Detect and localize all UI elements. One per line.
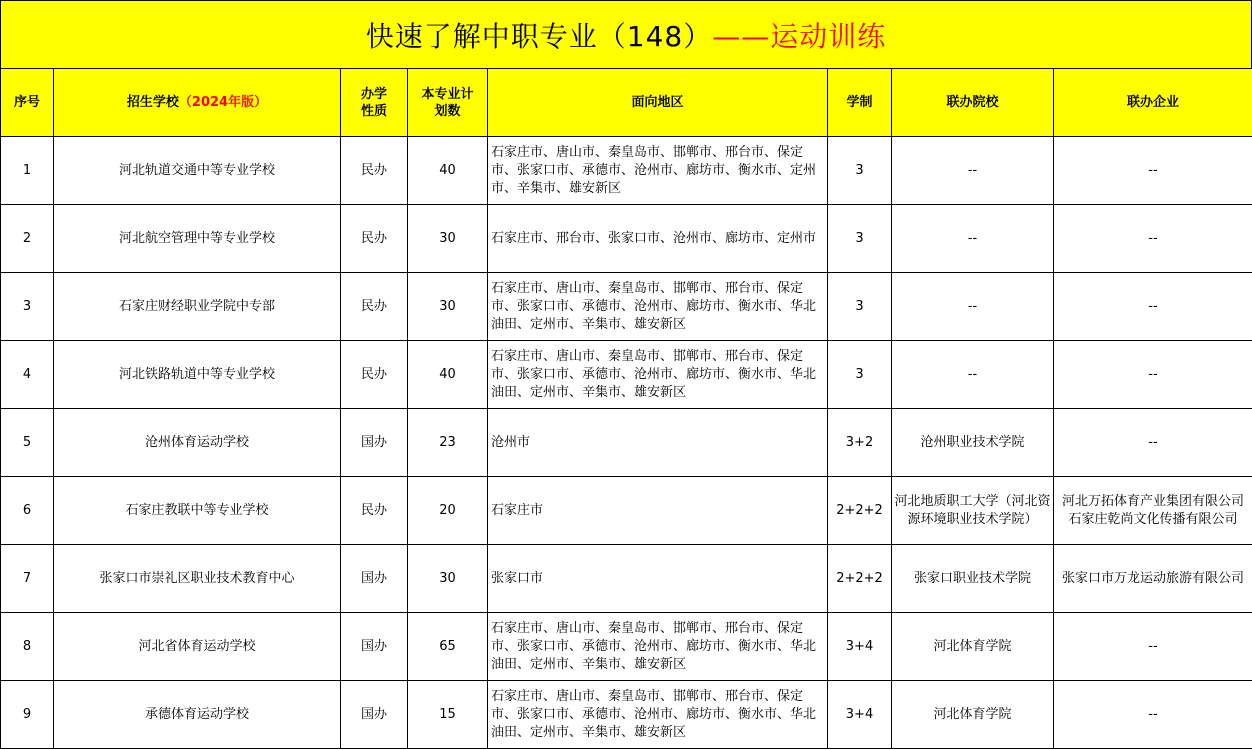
- cell-plan: 30: [408, 545, 488, 613]
- cell-duration: 3: [828, 273, 892, 341]
- cell-no: 4: [1, 341, 54, 409]
- cell-school: 河北铁路轨道中等专业学校: [54, 341, 341, 409]
- cell-nature: 民办: [341, 273, 408, 341]
- cell-college: 河北体育学院: [892, 681, 1054, 749]
- page-title: [0, 0, 1252, 69]
- header-nature-label: 办学性质: [360, 86, 387, 119]
- cell-college: --: [892, 273, 1054, 341]
- cell-nature: 国办: [341, 681, 408, 749]
- cell-school: 石家庄教联中等专业学校: [54, 477, 341, 545]
- cell-region: 石家庄市、唐山市、秦皇岛市、邯郸市、邢台市、保定市、张家口市、承德市、沧州市、廊坊市、衡水市、定州市、辛集市、雄安新区: [488, 137, 828, 205]
- cell-nature: 民办: [341, 341, 408, 409]
- cell-region: 石家庄市、邢台市、张家口市、沧州市、廊坊市、定州市: [488, 205, 828, 273]
- table-row: [1, 273, 1252, 341]
- header-plan-label: 本专业计划数: [421, 86, 474, 119]
- table-row: [1, 545, 1252, 613]
- cell-duration: 3: [828, 137, 892, 205]
- cell-college: --: [892, 341, 1054, 409]
- cell-school: 河北航空管理中等专业学校: [54, 205, 341, 273]
- cell-region: 石家庄市、唐山市、秦皇岛市、邯郸市、邢台市、保定市、张家口市、承德市、沧州市、廊坊市、衡水市、华北油田、定州市、辛集市、雄安新区: [488, 613, 828, 681]
- cell-company: 张家口市万龙运动旅游有限公司: [1054, 545, 1252, 613]
- cell-no: 3: [1, 273, 54, 341]
- cell-school: 张家口市崇礼区职业技术教育中心: [54, 545, 341, 613]
- cell-duration: 3+4: [828, 613, 892, 681]
- table-row: [1, 205, 1252, 273]
- cell-college: 张家口职业技术学院: [892, 545, 1054, 613]
- cell-college: --: [892, 205, 1054, 273]
- header-region: 面向地区: [488, 69, 828, 137]
- header-company: 联办企业: [1054, 69, 1252, 137]
- cell-plan: 30: [408, 273, 488, 341]
- header-school-note: （2024年版）: [178, 95, 268, 110]
- cell-nature: 民办: [341, 477, 408, 545]
- cell-no: 2: [1, 205, 54, 273]
- cell-plan: 15: [408, 681, 488, 749]
- cell-company: --: [1054, 341, 1252, 409]
- cell-company: --: [1054, 273, 1252, 341]
- cell-college: --: [892, 137, 1054, 205]
- table-row: [1, 613, 1252, 681]
- cell-school: 沧州体育运动学校: [54, 409, 341, 477]
- cell-plan: 40: [408, 341, 488, 409]
- cell-school: 石家庄财经职业学院中专部: [54, 273, 341, 341]
- cell-region: 石家庄市、唐山市、秦皇岛市、邯郸市、邢台市、保定市、张家口市、承德市、沧州市、廊坊市、衡水市、华北油田、定州市、辛集市、雄安新区: [488, 273, 828, 341]
- cell-no: 6: [1, 477, 54, 545]
- cell-college: 河北体育学院: [892, 613, 1054, 681]
- cell-region: 石家庄市、唐山市、秦皇岛市、邯郸市、邢台市、保定市、张家口市、承德市、沧州市、廊坊市、衡水市、华北油田、定州市、辛集市、雄安新区: [488, 341, 828, 409]
- cell-plan: 23: [408, 409, 488, 477]
- cell-region: 张家口市: [488, 545, 828, 613]
- cell-region: 沧州市: [488, 409, 828, 477]
- table-header-row: [1, 69, 1252, 137]
- cell-duration: 3+2: [828, 409, 892, 477]
- cell-no: 9: [1, 681, 54, 749]
- cell-no: 5: [1, 409, 54, 477]
- cell-company: --: [1054, 613, 1252, 681]
- table-row: [1, 409, 1252, 477]
- cell-college: 河北地质职工大学（河北资源环境职业技术学院）: [892, 477, 1054, 545]
- cell-plan: 30: [408, 205, 488, 273]
- cell-nature: 国办: [341, 409, 408, 477]
- header-school: [54, 69, 341, 137]
- cell-no: 1: [1, 137, 54, 205]
- table-body: [1, 137, 1252, 749]
- title-main: 快速了解中职专业（148）: [365, 19, 713, 53]
- cell-nature: 民办: [341, 137, 408, 205]
- table-row: [1, 341, 1252, 409]
- title-accent: ——运动训练: [712, 19, 887, 53]
- cell-nature: 民办: [341, 205, 408, 273]
- cell-duration: 3: [828, 205, 892, 273]
- cell-plan: 65: [408, 613, 488, 681]
- table-row: [1, 137, 1252, 205]
- cell-college: 沧州职业技术学院: [892, 409, 1054, 477]
- header-duration: 学制: [828, 69, 892, 137]
- table-row: [1, 681, 1252, 749]
- cell-company: 河北万拓体育产业集团有限公司 石家庄乾尚文化传播有限公司: [1054, 477, 1252, 545]
- cell-duration: 3: [828, 341, 892, 409]
- cell-duration: 2+2+2: [828, 545, 892, 613]
- cell-company: --: [1054, 137, 1252, 205]
- cell-duration: 2+2+2: [828, 477, 892, 545]
- cell-company: --: [1054, 205, 1252, 273]
- cell-nature: 国办: [341, 613, 408, 681]
- table-row: [1, 477, 1252, 545]
- header-plan: [408, 69, 488, 137]
- cell-plan: 20: [408, 477, 488, 545]
- cell-school: 河北轨道交通中等专业学校: [54, 137, 341, 205]
- cell-nature: 国办: [341, 545, 408, 613]
- header-college: 联办院校: [892, 69, 1054, 137]
- header-nature: [341, 69, 408, 137]
- cell-school: 河北省体育运动学校: [54, 613, 341, 681]
- cell-no: 8: [1, 613, 54, 681]
- cell-school: 承德体育运动学校: [54, 681, 341, 749]
- cell-no: 7: [1, 545, 54, 613]
- cell-company: --: [1054, 409, 1252, 477]
- cell-company: --: [1054, 681, 1252, 749]
- header-school-label: 招生学校: [126, 95, 179, 110]
- cell-region: 石家庄市: [488, 477, 828, 545]
- cell-plan: 40: [408, 137, 488, 205]
- cell-duration: 3+4: [828, 681, 892, 749]
- enrollment-table: [0, 68, 1252, 749]
- cell-region: 石家庄市、唐山市、秦皇岛市、邯郸市、邢台市、保定市、张家口市、承德市、沧州市、廊坊市、衡水市、华北油田、定州市、辛集市、雄安新区: [488, 681, 828, 749]
- header-no: 序号: [1, 69, 54, 137]
